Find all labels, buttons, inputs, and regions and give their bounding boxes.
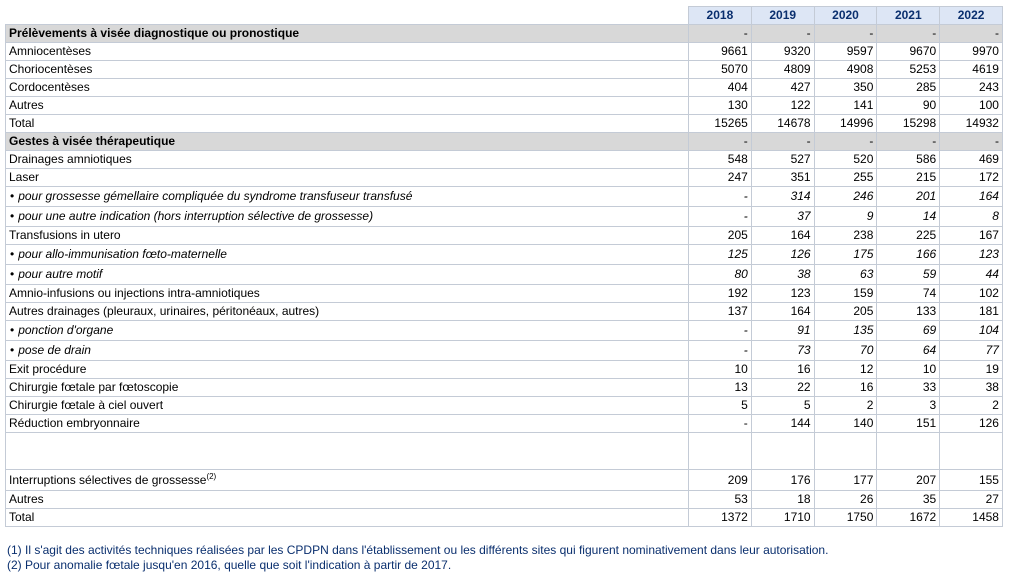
row-label-text: Total xyxy=(9,510,35,524)
table-row xyxy=(6,361,1003,379)
row-label-text: Gestes à visée thérapeutique xyxy=(9,134,176,148)
cell-value: 15298 xyxy=(877,115,940,133)
cell-value: 159 xyxy=(814,285,877,303)
cell-value: 9970 xyxy=(940,43,1003,61)
bullet-icon: • xyxy=(10,209,15,223)
cell-value: 164 xyxy=(751,227,814,245)
header-row xyxy=(6,7,1003,25)
cell-value: 104 xyxy=(940,321,1003,341)
row-label-text: pour une autre indication (hors interruption sélective de grossesse) xyxy=(18,209,374,223)
cell-value: 90 xyxy=(877,97,940,115)
table-row xyxy=(6,285,1003,303)
row-label-text: Amnio-infusions ou injections intra-amniotiques xyxy=(9,286,260,300)
cell-value: - xyxy=(689,187,752,207)
row-label-text: Total xyxy=(9,116,35,130)
row-label xyxy=(6,265,689,285)
cell-value: 1672 xyxy=(877,509,940,527)
row-label xyxy=(6,187,689,207)
cell-value: 37 xyxy=(751,207,814,227)
cell-value: 207 xyxy=(877,470,940,491)
cell-value: 520 xyxy=(814,151,877,169)
row-label-text: Cordocentèses xyxy=(9,80,90,94)
cell-value: 26 xyxy=(814,491,877,509)
row-label xyxy=(6,227,689,245)
cell-value: 14996 xyxy=(814,115,877,133)
cell-value: 5253 xyxy=(877,61,940,79)
activity-table xyxy=(5,6,1003,527)
cell-value: 27 xyxy=(940,491,1003,509)
row-label-text: Interruptions sélectives de grossesse xyxy=(9,473,207,487)
cell-value: - xyxy=(940,25,1003,43)
cell-value: 205 xyxy=(689,227,752,245)
section-row xyxy=(6,25,1003,43)
table-row xyxy=(6,61,1003,79)
row-label xyxy=(6,207,689,227)
cell-value: 9661 xyxy=(689,43,752,61)
table-row xyxy=(6,151,1003,169)
table-row xyxy=(6,115,1003,133)
cell-value: 1372 xyxy=(689,509,752,527)
cell-value: 69 xyxy=(877,321,940,341)
cell-value: 469 xyxy=(940,151,1003,169)
cell-value: 14932 xyxy=(940,115,1003,133)
cell-value: - xyxy=(940,133,1003,151)
cell-value xyxy=(751,433,814,470)
cell-value: 12 xyxy=(814,361,877,379)
cell-value: 33 xyxy=(877,379,940,397)
cell-value: 64 xyxy=(877,341,940,361)
section-row xyxy=(6,133,1003,151)
table-row xyxy=(6,509,1003,527)
cell-value: 176 xyxy=(751,470,814,491)
row-label xyxy=(6,491,689,509)
cell-value: 4619 xyxy=(940,61,1003,79)
year-header: 2022 xyxy=(940,7,1003,25)
cell-value: 44 xyxy=(940,265,1003,285)
cell-value: 155 xyxy=(940,470,1003,491)
row-label-text: pour autre motif xyxy=(18,267,103,281)
cell-value: - xyxy=(689,321,752,341)
row-label xyxy=(6,151,689,169)
cell-value: 167 xyxy=(940,227,1003,245)
table-row xyxy=(6,470,1003,491)
table-row xyxy=(6,303,1003,321)
cell-value: 38 xyxy=(940,379,1003,397)
row-label xyxy=(6,415,689,433)
cell-value: 175 xyxy=(814,245,877,265)
cell-value: 22 xyxy=(751,379,814,397)
table-row xyxy=(6,43,1003,61)
cell-value: 215 xyxy=(877,169,940,187)
cell-value: 70 xyxy=(814,341,877,361)
cell-value: 1458 xyxy=(940,509,1003,527)
cell-value: 246 xyxy=(814,187,877,207)
table-body xyxy=(6,25,1003,527)
cell-value: 16 xyxy=(814,379,877,397)
cell-value: 3 xyxy=(877,397,940,415)
cell-value: 126 xyxy=(751,245,814,265)
table-row xyxy=(6,227,1003,245)
cell-value: 527 xyxy=(751,151,814,169)
cell-value: 5 xyxy=(689,397,752,415)
cell-value: 350 xyxy=(814,79,877,97)
cell-value: - xyxy=(689,207,752,227)
cell-value: 247 xyxy=(689,169,752,187)
footnote: (1) Il s'agit des activités techniques réalisées par les CPDPN dans l'établissement ou les différents sites qui figurent nominativement dans leur autorisation. xyxy=(7,543,829,557)
cell-value: 133 xyxy=(877,303,940,321)
cell-value: 181 xyxy=(940,303,1003,321)
sub-row xyxy=(6,341,1003,361)
table-row xyxy=(6,379,1003,397)
row-label-text: pour grossesse gémellaire compliquée du syndrome transfuseur transfusé xyxy=(18,189,413,203)
row-label-text: ponction d'organe xyxy=(18,323,114,337)
row-label xyxy=(6,509,689,527)
row-label xyxy=(6,25,689,43)
row-label xyxy=(6,61,689,79)
cell-value: 4809 xyxy=(751,61,814,79)
cell-value: 404 xyxy=(689,79,752,97)
cell-value: 351 xyxy=(751,169,814,187)
row-label xyxy=(6,43,689,61)
cell-value: 201 xyxy=(877,187,940,207)
cell-value: - xyxy=(751,133,814,151)
row-label xyxy=(6,169,689,187)
row-label xyxy=(6,303,689,321)
cell-value: 130 xyxy=(689,97,752,115)
row-label-text: pour allo-immunisation fœto-maternelle xyxy=(18,247,227,261)
year-header: 2021 xyxy=(877,7,940,25)
bullet-icon: • xyxy=(10,247,15,261)
row-label-text: Drainages amniotiques xyxy=(9,152,132,166)
year-header: 2018 xyxy=(689,7,752,25)
cell-value: - xyxy=(814,133,877,151)
cell-value: 9597 xyxy=(814,43,877,61)
bullet-icon: • xyxy=(10,343,15,357)
sub-row xyxy=(6,265,1003,285)
cell-value: 166 xyxy=(877,245,940,265)
cell-value: 243 xyxy=(940,79,1003,97)
row-label xyxy=(6,321,689,341)
cell-value: 126 xyxy=(940,415,1003,433)
row-label-text: Exit procédure xyxy=(9,362,87,376)
cell-value: 586 xyxy=(877,151,940,169)
cell-value: 205 xyxy=(814,303,877,321)
table-row xyxy=(6,415,1003,433)
cell-value xyxy=(814,433,877,470)
cell-value: 38 xyxy=(751,265,814,285)
row-label-text: Autres xyxy=(9,98,44,112)
cell-value: 225 xyxy=(877,227,940,245)
cell-value: 2 xyxy=(940,397,1003,415)
cell-value: 144 xyxy=(751,415,814,433)
row-label xyxy=(6,245,689,265)
cell-value: 140 xyxy=(814,415,877,433)
cell-value: 1750 xyxy=(814,509,877,527)
cell-value: 10 xyxy=(689,361,752,379)
cell-value: 53 xyxy=(689,491,752,509)
cell-value: 13 xyxy=(689,379,752,397)
bullet-icon: • xyxy=(10,323,15,337)
cell-value: - xyxy=(689,415,752,433)
row-label-text: Laser xyxy=(9,170,40,184)
table-row xyxy=(6,97,1003,115)
cell-value: 18 xyxy=(751,491,814,509)
cell-value: 14678 xyxy=(751,115,814,133)
row-label-text: Autres drainages (pleuraux, urinaires, péritonéaux, autres) xyxy=(9,304,320,318)
cell-value: 151 xyxy=(877,415,940,433)
row-label-text: Chirurgie fœtale par fœtoscopie xyxy=(9,380,179,394)
row-label-text: Transfusions in utero xyxy=(9,228,121,242)
cell-value xyxy=(689,433,752,470)
cell-value: - xyxy=(814,25,877,43)
cell-value: 91 xyxy=(751,321,814,341)
cell-value: 63 xyxy=(814,265,877,285)
cell-value: 4908 xyxy=(814,61,877,79)
header-corner xyxy=(6,7,689,25)
cell-value: - xyxy=(877,133,940,151)
cell-value: - xyxy=(689,133,752,151)
cell-value: 73 xyxy=(751,341,814,361)
cell-value: - xyxy=(689,25,752,43)
cell-value: 5 xyxy=(751,397,814,415)
cell-value: 77 xyxy=(940,341,1003,361)
cell-value: 125 xyxy=(689,245,752,265)
cell-value: 137 xyxy=(689,303,752,321)
cell-value: 15265 xyxy=(689,115,752,133)
cell-value: 16 xyxy=(751,361,814,379)
cell-value: 2 xyxy=(814,397,877,415)
cell-value: 314 xyxy=(751,187,814,207)
sub-row xyxy=(6,207,1003,227)
bullet-icon: • xyxy=(10,267,15,281)
cell-value: 80 xyxy=(689,265,752,285)
footnotes xyxy=(7,543,828,573)
cell-value: 123 xyxy=(751,285,814,303)
table-row xyxy=(6,433,1003,470)
sub-row xyxy=(6,321,1003,341)
table-header xyxy=(6,7,1003,25)
row-label-text: Chirurgie fœtale à ciel ouvert xyxy=(9,398,164,412)
cell-value: 172 xyxy=(940,169,1003,187)
cell-value: 10 xyxy=(877,361,940,379)
cell-value: 14 xyxy=(877,207,940,227)
cell-value: 209 xyxy=(689,470,752,491)
cell-value: 141 xyxy=(814,97,877,115)
cell-value: 1710 xyxy=(751,509,814,527)
cell-value: 8 xyxy=(940,207,1003,227)
sub-row xyxy=(6,245,1003,265)
cell-value: 9 xyxy=(814,207,877,227)
table-row xyxy=(6,79,1003,97)
cell-value: 164 xyxy=(940,187,1003,207)
cell-value: 102 xyxy=(940,285,1003,303)
cell-value: 135 xyxy=(814,321,877,341)
sub-row xyxy=(6,187,1003,207)
cell-value: 123 xyxy=(940,245,1003,265)
year-header: 2019 xyxy=(751,7,814,25)
row-label-text: Prélèvements à visée diagnostique ou pronostique xyxy=(9,26,300,40)
cell-value: - xyxy=(689,341,752,361)
cell-value: 59 xyxy=(877,265,940,285)
row-label xyxy=(6,433,689,470)
cell-value: 100 xyxy=(940,97,1003,115)
row-label xyxy=(6,115,689,133)
cell-value xyxy=(877,433,940,470)
cell-value: 35 xyxy=(877,491,940,509)
cell-value: - xyxy=(751,25,814,43)
footnote: (2) Pour anomalie fœtale jusqu'en 2016, quelle que soit l'indication à partir de 2017. xyxy=(7,558,452,572)
cell-value: 164 xyxy=(751,303,814,321)
row-label xyxy=(6,470,689,491)
row-label xyxy=(6,97,689,115)
row-label xyxy=(6,379,689,397)
row-label xyxy=(6,361,689,379)
bullet-icon: • xyxy=(10,189,15,203)
cell-value: 9670 xyxy=(877,43,940,61)
row-label xyxy=(6,79,689,97)
cell-value: 177 xyxy=(814,470,877,491)
cell-value: 255 xyxy=(814,169,877,187)
row-label-text: Autres xyxy=(9,492,44,506)
cell-value: 548 xyxy=(689,151,752,169)
cell-value xyxy=(940,433,1003,470)
table-row xyxy=(6,169,1003,187)
table-row xyxy=(6,397,1003,415)
row-label xyxy=(6,133,689,151)
row-label-text: pose de drain xyxy=(18,343,91,357)
cell-value: 238 xyxy=(814,227,877,245)
table-row xyxy=(6,491,1003,509)
row-label-text: Choriocentèses xyxy=(9,62,93,76)
year-header: 2020 xyxy=(814,7,877,25)
row-label xyxy=(6,285,689,303)
row-label xyxy=(6,397,689,415)
cell-value: 285 xyxy=(877,79,940,97)
footnote-ref: (2) xyxy=(206,472,217,481)
row-label xyxy=(6,341,689,361)
row-label-text: Amniocentèses xyxy=(9,44,92,58)
cell-value: 9320 xyxy=(751,43,814,61)
cell-value: - xyxy=(877,25,940,43)
cell-value: 192 xyxy=(689,285,752,303)
row-label-text: Réduction embryonnaire xyxy=(9,416,140,430)
cell-value: 5070 xyxy=(689,61,752,79)
cell-value: 122 xyxy=(751,97,814,115)
cell-value: 74 xyxy=(877,285,940,303)
cell-value: 427 xyxy=(751,79,814,97)
cell-value: 19 xyxy=(940,361,1003,379)
